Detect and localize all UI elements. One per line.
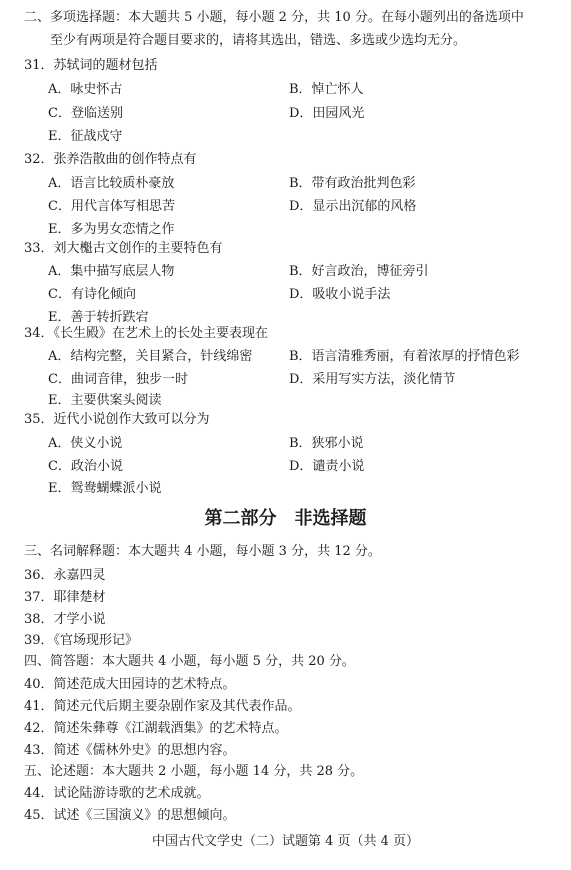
question-33-option-c: C．有诗化倾向	[48, 287, 136, 302]
question-31-stem: 31．苏轼词的题材包括	[24, 58, 158, 73]
section4-heading: 四、简答题：本大题共 4 小题，每小题 5 分，共 20 分。	[24, 654, 355, 669]
question-33-option-e: E．善于转折跌宕	[48, 310, 149, 325]
section3-item-39: 39．《官场现形记》	[24, 633, 139, 648]
section5-item-44: 44．试论陆游诗歌的艺术成就。	[24, 786, 210, 801]
question-32-option-d: D．显示出沉郁的风格	[289, 199, 417, 214]
section2-heading-line1: 二、多项选择题：本大题共 5 小题，每小题 2 分，共 10 分。在每小题列出的备选项中	[24, 10, 524, 25]
section4-item-42: 42．简述朱彝尊《江湖载酒集》的艺术特点。	[24, 721, 288, 736]
question-33-option-d: D．吸收小说手法	[289, 287, 391, 302]
question-34-option-e: E．主要供案头阅读	[48, 393, 162, 408]
question-33-option-a: A．集中描写底层人物	[48, 264, 175, 279]
question-35-option-c: C．政治小说	[48, 459, 123, 474]
question-35-option-d: D．谴责小说	[289, 459, 365, 474]
question-34-option-a: A．结构完整，关目紧合，针线绵密	[48, 349, 253, 364]
section2-heading-line2: 至少有两项是符合题目要求的，请将其选出，错选、多选或少选均无分。	[50, 33, 467, 48]
question-32-option-a: A．语言比较质朴豪放	[48, 176, 175, 191]
section5-item-45: 45．试述《三国演义》的思想倾向。	[24, 808, 236, 823]
section4-item-40: 40．简述范成大田园诗的艺术特点。	[24, 677, 236, 692]
section4-item-41: 41．简述元代后期主要杂剧作家及其代表作品。	[24, 699, 301, 714]
section5-heading: 五、论述题：本大题共 2 小题，每小题 14 分，共 28 分。	[24, 764, 364, 779]
part2-title: 第二部分 非选择题	[204, 508, 367, 529]
question-34-option-d: D．采用写实方法，淡化情节	[289, 372, 456, 387]
question-34-option-c: C．曲词音律，独步一时	[48, 372, 188, 387]
section3-item-37: 37．耶律楚材	[24, 590, 106, 605]
section3-heading: 三、名词解释题：本大题共 4 小题，每小题 3 分，共 12 分。	[24, 544, 381, 559]
question-31-option-c: C．登临送别	[48, 106, 123, 121]
page-footer: 中国古代文学史（二）试题第 4 页（共 4 页）	[151, 834, 420, 849]
question-32-stem: 32．张养浩散曲的创作特点有	[24, 152, 197, 167]
question-34-option-b: B．语言清雅秀丽，有着浓厚的抒情色彩	[289, 349, 520, 364]
question-35-stem: 35．近代小说创作大致可以分为	[24, 412, 210, 427]
question-33-option-b: B．好言政治，博征旁引	[289, 264, 429, 279]
question-35-option-e: E．鸳鸯蝴蝶派小说	[48, 481, 162, 496]
question-34-stem: 34．《长生殿》在艺术上的长处主要表现在	[24, 326, 269, 341]
section3-item-38: 38．才学小说	[24, 612, 106, 627]
question-35-option-a: A．侠义小说	[48, 436, 123, 451]
question-33-stem: 33．刘大櫆古文创作的主要特色有	[24, 241, 223, 256]
question-31-option-b: B．悼亡怀人	[289, 82, 364, 97]
question-32-option-c: C．用代言体写相思苦	[48, 199, 175, 214]
section4-item-43: 43．简述《儒林外史》的思想内容。	[24, 743, 236, 758]
question-35-option-b: B．狭邪小说	[289, 436, 364, 451]
question-32-option-b: B．带有政治批判色彩	[289, 176, 416, 191]
question-31-option-a: A．咏史怀古	[48, 82, 123, 97]
question-31-option-d: D．田园风光	[289, 106, 365, 121]
question-32-option-e: E．多为男女恋情之作	[48, 222, 175, 237]
question-31-option-e: E．征战戍守	[48, 129, 123, 144]
section3-item-36: 36．永嘉四灵	[24, 568, 106, 583]
